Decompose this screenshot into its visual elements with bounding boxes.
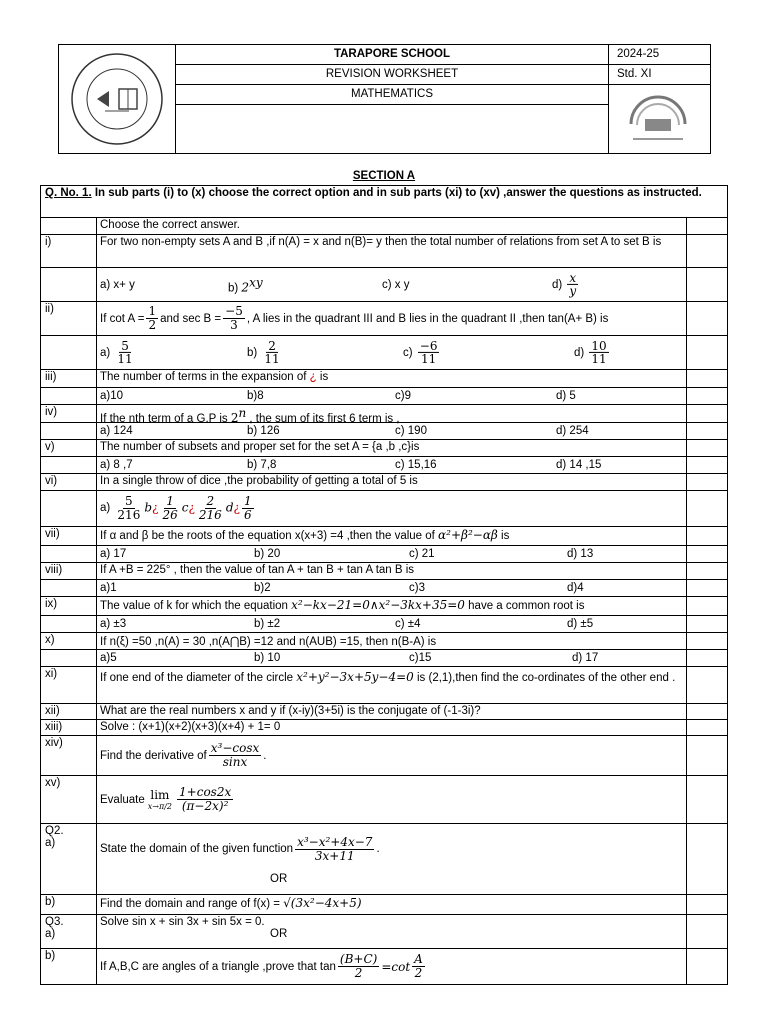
q-xi-row: [40, 667, 728, 704]
option-a: a) 17: [100, 548, 127, 560]
option-d: d)4: [567, 582, 584, 594]
header-title-cell: [176, 45, 609, 153]
option-d: d) ±5: [567, 618, 594, 630]
q-ii-row: [40, 302, 728, 336]
q-xv-text: Evaluate lim x→π/2 $\frac{1+\cos 2x}{\text{(π−2x)²}}$: [97, 776, 687, 823]
q-i-options: [40, 268, 728, 302]
q-xv-row: [40, 776, 728, 824]
q-vii-row: [40, 527, 728, 546]
q1-heading-row: [40, 185, 728, 218]
option-a: a) 8 ,7: [100, 459, 133, 471]
q-xiv-row: [40, 736, 728, 776]
q3b-row: [40, 949, 728, 985]
option-c: c) 21: [409, 548, 435, 560]
option-d: d) $\frac{10}{11}$: [574, 338, 607, 366]
q2b-text: Find the domain and range of f(x) = √(3x²−4x+5): [97, 895, 687, 914]
q-iii-options: [40, 388, 728, 405]
q-ix-number: ix): [41, 597, 97, 615]
q-xii-row: [40, 704, 728, 720]
option-d: d) 13: [567, 548, 594, 560]
option-c: c) ±4: [395, 618, 421, 630]
q-i-row: [40, 235, 728, 268]
q2-text: State the domain of the given function $\frac{\text{x³−x²+4x−7}}{3x+11}$ . OR: [97, 824, 687, 894]
q-xii-text: What are the real numbers x and y if (x-iy)(3+5i) is the conjugate of (-1-3i)?: [97, 704, 687, 719]
q-iv-row: [40, 405, 728, 423]
section-heading: SECTION A: [352, 170, 416, 182]
q-xiii-text: Solve : (x+1)(x+2)(x+3)(x+4) + 1= 0: [97, 720, 687, 735]
q2b-number: b): [41, 895, 97, 914]
option-d: d¿ $\frac{1}{6}$: [225, 494, 252, 522]
q-viii-options: [40, 580, 728, 597]
q-iii-row: [40, 370, 728, 388]
q2-or: OR: [270, 873, 288, 885]
q-viii-text: If A +B = 225° , then the value of tan A + tan B + tan A tan B is: [97, 563, 687, 579]
option-b: b) 10: [254, 652, 281, 664]
q-v-text: The number of subsets and proper set for the set A = {a ,b ,c}is: [97, 440, 687, 456]
q-v-options: [40, 457, 728, 474]
q2-number: Q2. a): [41, 824, 97, 894]
q1-heading: [41, 186, 727, 217]
q-ii-number: ii): [41, 302, 97, 335]
q-vii-text: If α and β be the roots of the equation x(x+3) =4 ,then the value of α²+β²−αβ is: [97, 527, 687, 545]
q-vii-number: vii): [41, 527, 97, 545]
q-xiv-number: xiv): [41, 736, 97, 775]
q-ix-row: [40, 597, 728, 616]
q1-instruction: In sub parts (i) to (x) choose the correct option and in sub parts (xi) to (xv) ,answer the questions as instructed.: [91, 187, 702, 199]
q1-number: Q. No. 1.: [45, 187, 92, 199]
subject-title: MATHEMATICS: [176, 85, 608, 105]
q-x-row: [40, 633, 728, 650]
q-xv-number: xv): [41, 776, 97, 823]
option-b: b) $2^{xy}$: [228, 275, 263, 294]
q-xiii-number: xiii): [41, 720, 97, 735]
option-a: a)5: [100, 652, 117, 664]
school-crest-icon: [67, 49, 167, 149]
q-v-row: [40, 440, 728, 457]
option-d: d) $\frac{x}{y}$: [552, 270, 577, 298]
option-c: c) x y: [382, 278, 410, 291]
option-a: a) ±3: [100, 618, 127, 630]
q-v-number: v): [41, 440, 97, 456]
q-iii-number: iii): [41, 370, 97, 387]
anniversary-logo-icon: [623, 89, 693, 149]
header-table: [58, 44, 711, 154]
q-ii-text: If cot A = $\frac{1}{2}$ and sec B = $\frac{-5}{3}$ , A lies in the quadrant III and B lies in the quadrant II ,then tan(A+ B) is: [97, 302, 687, 335]
q-vi-text: In a single throw of dice ,the probability of getting a total of 5 is: [97, 474, 687, 490]
option-b: b) $\frac{2}{11}$: [247, 338, 280, 366]
q-xiii-row: [40, 720, 728, 736]
q-vii-options: [40, 546, 728, 563]
q3b-text: If A,B,C are angles of a triangle ,prove that tan $\frac{(B+C)}{2}$ =cot $\frac{A}{2}$: [97, 949, 687, 984]
option-b: b)2: [254, 582, 271, 594]
standard: Std. XI: [609, 65, 710, 85]
choose-text: Choose the correct answer.: [97, 218, 687, 234]
q-i-text: For two non-empty sets A and B ,if n(A) = x and n(B)= y then the total number of relations from set A to set B is: [97, 235, 687, 267]
option-a: a)10: [100, 390, 124, 402]
q-xi-text: If one end of the diameter of the circle x²+y²−3x+5y−4=0 is (2,1),then find the co-ordinates of the other end .: [97, 667, 687, 703]
option-b: b) 7,8: [247, 459, 277, 471]
option-b: b)8: [247, 390, 264, 402]
q-iv-text: If the nth term of a G.P is 2$^n$ , the sum of its first 6 term is ,: [97, 405, 687, 422]
q3-text: Solve sin x + sin 3x + sin 5x = 0. OR: [97, 915, 687, 948]
option-d: d) 5: [556, 390, 576, 402]
option-a: a) x+ y: [100, 278, 135, 291]
q2-row: [40, 824, 728, 895]
choose-row: [40, 218, 728, 235]
q-iii-text: The number of terms in the expansion of ¿ is: [97, 370, 687, 387]
q-ii-options: [40, 336, 728, 370]
question-table: [40, 185, 728, 985]
option-c: c)9: [395, 390, 411, 402]
school-name: TARAPORE SCHOOL: [176, 45, 608, 65]
q-x-options: [40, 650, 728, 667]
school-logo-cell: [59, 45, 176, 153]
option-c: c)3: [409, 582, 425, 594]
q-x-number: x): [41, 633, 97, 649]
q-i-number: i): [41, 235, 97, 267]
q3-or: OR: [270, 928, 288, 940]
option-c: c) 15,16: [395, 459, 437, 471]
q3b-number: b): [41, 949, 97, 984]
option-a: a) 124: [100, 425, 133, 437]
option-b: b) ±2: [254, 618, 281, 630]
worksheet-title: REVISION WORKSHEET: [176, 65, 608, 85]
q-viii-number: viii): [41, 563, 97, 579]
option-c: c) 190: [395, 425, 427, 437]
q3-row: [40, 915, 728, 949]
option-b: b¿ $\frac{1}{26}$: [144, 494, 178, 522]
option-b: b) 20: [254, 548, 281, 560]
q-viii-row: [40, 563, 728, 580]
option-c: c) $\frac{-6}{11}$: [403, 338, 438, 366]
q-x-text: If n(ξ) =50 ,n(A) = 30 ,n(A⋂B) =12 and n(AUB) =15, then n(B-A) is: [97, 633, 687, 649]
q-vi-number: vi): [41, 474, 97, 490]
option-a: a) $\frac{5}{216}$: [100, 494, 141, 522]
option-c: c¿ $\frac{2}{216}$: [181, 494, 222, 522]
q-iv-options: [40, 423, 728, 440]
q-ix-text: The value of k for which the equation x²−kx−21=0∧x²−3kx+35=0 have a common root is: [97, 597, 687, 615]
option-d: d) 254: [556, 425, 589, 437]
q-vi-options: [40, 491, 728, 527]
option-d: d) 14 ,15: [556, 459, 602, 471]
header-info-cell: [609, 45, 710, 153]
academic-year: 2024-25: [609, 45, 710, 65]
option-a: a)1: [100, 582, 117, 594]
q-xiv-text: Find the derivative of $\frac{\text{x³−cosx}}{\sin x}$ .: [97, 736, 687, 775]
q-xi-number: xi): [41, 667, 97, 703]
q3-number: Q3. a): [41, 915, 97, 948]
option-b: b) 126: [247, 425, 280, 437]
option-a: a) $\frac{5}{11}$: [100, 338, 133, 366]
q2b-row: [40, 895, 728, 915]
q-ix-options: [40, 616, 728, 633]
option-c: c)15: [409, 652, 432, 664]
q-vi-row: [40, 474, 728, 491]
q-xii-number: xii): [41, 704, 97, 719]
q-iv-number: iv): [41, 405, 97, 422]
option-d: d) 17: [572, 652, 599, 664]
